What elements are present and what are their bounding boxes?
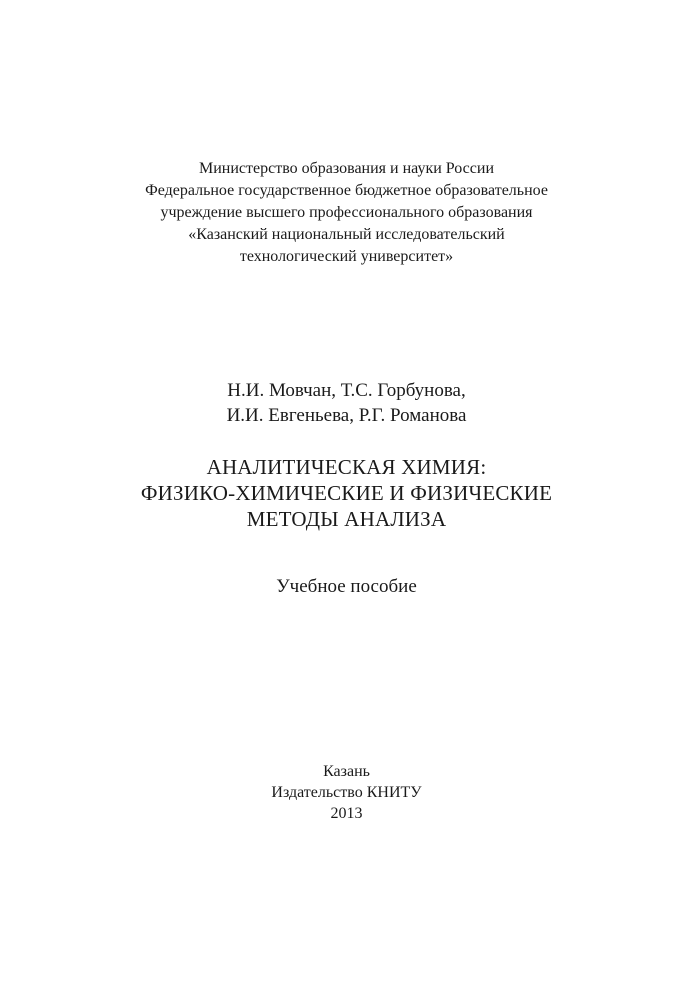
book-title xyxy=(0,454,693,532)
book-title-line: МЕТОДЫ АНАЛИЗА xyxy=(246,507,447,531)
institution-block xyxy=(0,158,693,268)
institution-line: технологический университет» xyxy=(239,248,454,265)
institution-line: учреждение высшего профессионального образования xyxy=(160,204,533,221)
book-title-line: АНАЛИТИЧЕСКАЯ ХИМИЯ: xyxy=(206,455,487,479)
book-type: Учебное пособие xyxy=(276,576,417,597)
book-subtitle xyxy=(0,574,693,599)
institution-line: Федеральное государственное бюджетное образовательное xyxy=(145,182,548,199)
imprint-city: Казань xyxy=(323,763,370,780)
imprint-block xyxy=(0,761,693,824)
imprint-year: 2013 xyxy=(330,805,363,822)
authors-line: Н.И. Мовчан, Т.С. Горбунова, xyxy=(227,380,466,401)
imprint-publisher: Издательство КНИТУ xyxy=(271,784,422,801)
authors-block xyxy=(0,378,693,428)
authors-line: И.И. Евгеньева, Р.Г. Романова xyxy=(226,405,467,426)
institution-line: «Казанский национальный исследовательский xyxy=(188,226,505,243)
institution-line: Министерство образования и науки России xyxy=(198,160,495,177)
book-title-line: ФИЗИКО-ХИМИЧЕСКИЕ И ФИЗИЧЕСКИЕ xyxy=(140,481,553,505)
